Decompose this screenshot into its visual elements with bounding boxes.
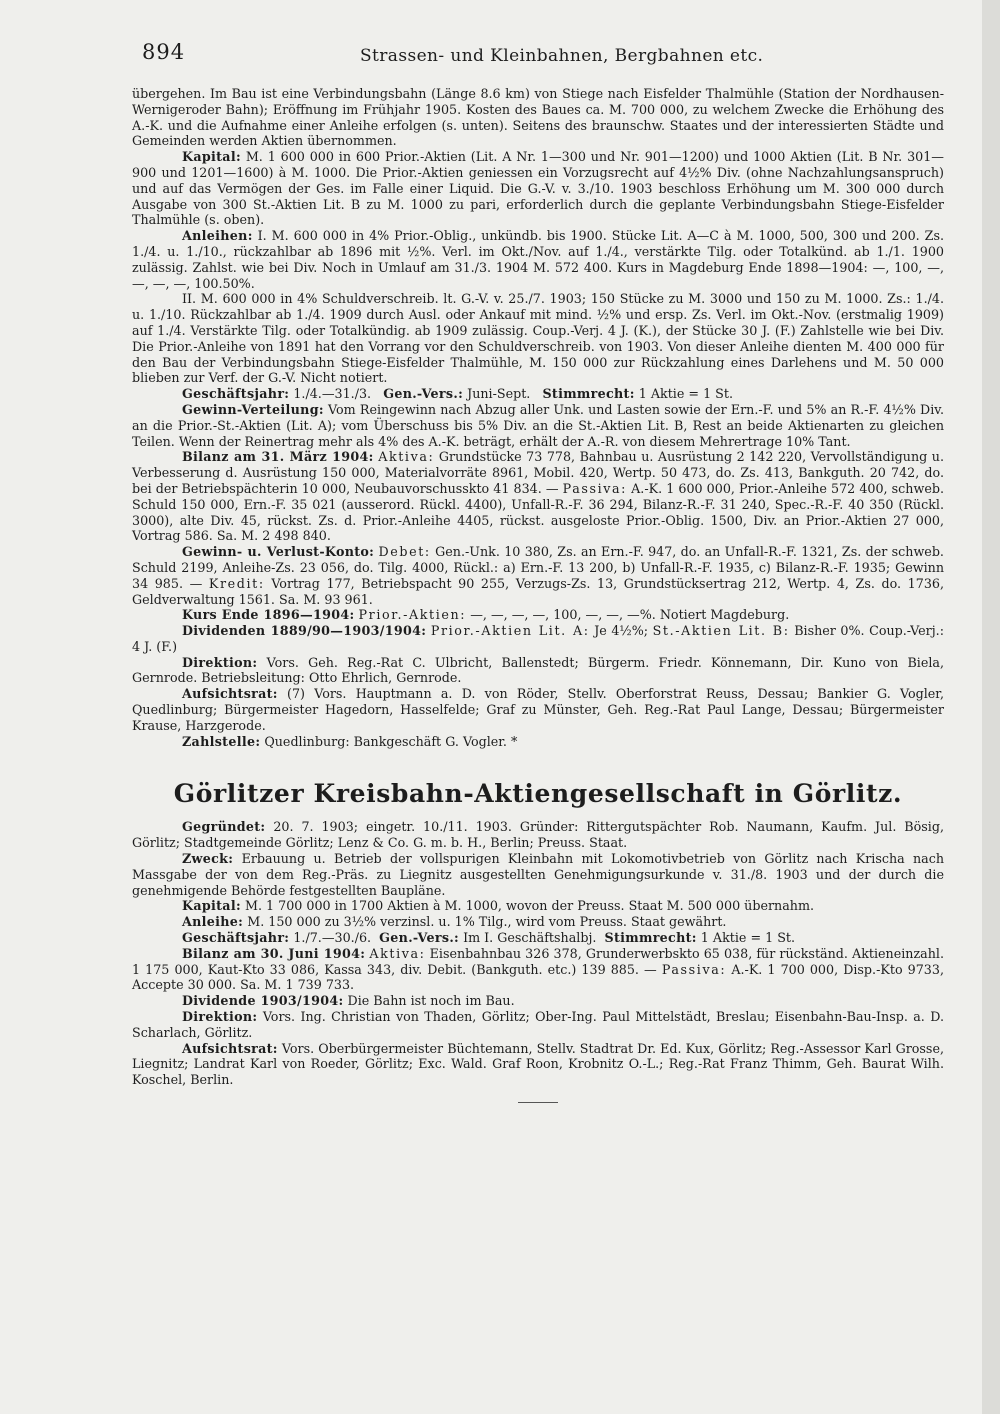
bilanz-entry-2	[132, 946, 944, 993]
geschaeftsjahr-label: Geschäftsjahr:	[182, 386, 290, 402]
end-rule	[518, 1102, 558, 1103]
aufsichtsrat-text-2: Vors. Oberbürgermeister Büchtemann, Stellv. Stadtrat Dr. Ed. Kux, Görlitz; Reg.-Assessor Karl Grosse, Liegnitz; Landrat Karl von Roeder, Görlitz; Exc. Wald. Graf Roon, Krobnitz O.-L.; Reg.-Rat Franz Thimm, Geh. Baurat Wilh. Koschel, Berlin.	[132, 1040, 944, 1088]
company-title: Görlitzer Kreisbahn-Aktiengesellschaft in Görlitz.	[173, 779, 903, 809]
kredit-word: Kredit:	[208, 575, 265, 591]
aktiva-word-2: Aktiva:	[369, 945, 426, 961]
running-header: Strassen- und Kleinbahnen, Bergbahnen etc.	[360, 46, 764, 66]
geschaeftsjahr-text-2: 1./7.—30./6.	[293, 930, 372, 946]
bilanz-aktiva-text-2: Eisenbahnbau 326 378, Grunderwerbskto 65 038, für rückständ. Aktieneinzahl. 1 175 000, Kaut-Kto 33 086, Kassa 343, div. Debit. (Bankguth. etc.) 139 885. —	[132, 945, 944, 977]
page-number: 894	[142, 40, 186, 64]
kapital-entry	[132, 149, 944, 228]
geschaeftsjahr-entry	[132, 386, 944, 402]
geschaeftsjahr-text: 1./4.—31./3.	[293, 386, 372, 402]
kurs-entry	[132, 607, 944, 623]
dividenden-entry	[132, 623, 944, 655]
gewinn-verteilung-entry	[132, 402, 944, 449]
dividende-label-2: Dividende 1903/1904:	[182, 993, 344, 1009]
zweck-entry	[132, 851, 944, 898]
guv-label: Gewinn- u. Verlust-Konto:	[182, 544, 375, 560]
bilanz-label-2: Bilanz am 30. Juni 1904:	[182, 945, 366, 961]
anleihen-second-entry: II. M. 600 000 in 4% Schuldverschreib. lt. G.-V. v. 25./7. 1903; 150 Stücke zu M. 3000 und 150 zu M. 1000. Zs.: 1./4. u. 1./10. Rückzahlbar ab 1./4. 1909 durch Ausl. oder Ankauf mit mind. ½% und ersp. Zs. Verl. im Okt.-Nov. (erstmalig 1909) auf 1./4. Verstärkte Tilg. oder Totalkündig. ab 1909 zulässig. Coup.-Verj. 4 J. (K.), der Stücke 30 J. (F.) Zahlstelle wie bei Div. Die Prior.-Anleihe von 1891 hat den Vorrang vor den Schuldverschreib. von 1903. Von dieser Anleihe dienten M. 400 000 für den Bau der Verbindungsbahn Stiege-Eisfelder Thalmühle, M. 150 000 zur Rückzahlung eines Darlehens und M. 50 000 blieben zur Verf. der G.-V. Nicht notiert.	[132, 291, 944, 386]
dividende-entry-2	[132, 993, 944, 1009]
dividende-text-2: Die Bahn ist noch im Bau.	[347, 993, 515, 1009]
guv-debet-text: Gen.-Unk. 10 380, Zs. an Ern.-F. 947, do. an Unfall-R.-F. 1321, Zs. der schweb. Schuld 2199, Anleihe-Zs. 23 056, do. Tilg. 4000, Rückl.: a) Ern.-F. 13 200, b) Unfall-R.-F. 1935, c) Bilanz-R.-F. 1935; Gewinn 34 985. —	[132, 544, 944, 591]
gegruendet-label: Gegründet:	[182, 819, 266, 835]
gen-vers-text: Juni-Sept.	[467, 386, 531, 402]
direktion-entry-2	[132, 1009, 944, 1041]
kapital-label-2: Kapital:	[182, 898, 241, 914]
kapital-text: M. 1 600 000 in 600 Prior.-Aktien (Lit. A Nr. 1—300 und Nr. 901—1200) und 1000 Aktien (Lit. B Nr. 301—900 und 1201—1600) à M. 1000. Die Prior.-Aktien geniessen ein Vorzugsrecht auf 4½% Div. (ohne Nachzahlungsanspruch) und auf das Vermögen der Ges. im Falle einer Liquid. Die G.-V. v. 3./10. 1903 beschloss Erhöhung um M. 300 000 durch Ausgabe von 300 St.-Aktien Lit. B zu M. 1000 zu pari, erforderlich durch die geplante Verbindungsbahn Stiege-Eisfelder Thalmühle (s. oben).	[132, 149, 944, 228]
aufsichtsrat-text: (7) Vors. Hauptmann a. D. von Röder, Stellv. Oberforstrat Reuss, Dessau; Bankier G. Vogler, Quedlinburg; Bürgermeister Hagedorn, Hasselfelde; Graf zu Münster, Geh. Reg.-Rat Paul Lange, Dessau; Bürgermeister Krause, Harzgerode.	[132, 686, 944, 733]
zweck-text: Erbauung u. Betrieb der vollspurigen Kleinbahn mit Lokomotivbetrieb von Görlitz nach Krischa nach Massgabe der von dem Reg.-Präs. zu Liegnitz ausgestellten Genehmigungsurkunde v. 31./8. 1903 und der durch die genehmigende Behörde festgestellten Baupläne.	[132, 851, 944, 898]
aufsichtsrat-entry	[132, 686, 944, 733]
anleihen-label: Anleihen:	[182, 228, 253, 244]
direktion-entry	[132, 655, 944, 687]
dividenden-prior-word: Prior.-Aktien Lit. A:	[430, 623, 590, 639]
dividenden-prior-text: Je 4½%;	[594, 623, 649, 639]
gewinn-verteilung-text: Vom Reingewinn nach Abzug aller Unk. und Lasten sowie der Ern.-F. und 5% an R.-F. 4½% Div. an die Prior.-St.-Aktien (Lit. A); vom Überschuss bis 5% Div. an die St.-Aktien Lit. B, Rest an beide Aktienarten zu gleichen Teilen. Wenn der Reinertrag mehr als 4% des A.-K. beträgt, erhält der A.-R. von diesem Mehrertrage 10% Tant.	[132, 401, 944, 449]
aktiva-word: Aktiva:	[378, 449, 435, 465]
kapital-entry-2	[132, 898, 944, 914]
gegruendet-text: 20. 7. 1903; eingetr. 10./11. 1903. Gründer: Rittergutspächter Rob. Naumann, Kaufm. Jul. Bösig, Görlitz; Stadtgemeinde Görlitz; Lenz & Co. G. m. b. H., Berlin; Preuss. Staat.	[132, 819, 944, 851]
anleihen-entry	[132, 228, 944, 291]
passiva-word: Passiva:	[562, 480, 628, 496]
aufsichtsrat-entry-2	[132, 1041, 944, 1088]
kurs-label: Kurs Ende 1896—1904:	[182, 607, 355, 623]
stimmrecht-label: Stimmrecht:	[542, 386, 635, 402]
direktion-label-2: Direktion:	[182, 1009, 258, 1025]
bilanz-passiva-text: A.-K. 1 600 000, Prior.-Anleihe 572 400, schweb. Schuld 150 000, Ern.-F. 35 021 (ausserord. Rückl. 4400), Unfall-R.-F. 36 294, Bilanz-R.-F. 31 240, Spec.-R.-F. 40 350 (Rückl. 3000), alte Div. 45, rückst. Zs. d. Prior.-Anleihe 4405, rückst. ausgeloste Prior.-Oblig. 1500, Div. an Prior.-Aktien 27 000, Vortrag 586. Sa. M. 2 498 840.	[132, 480, 944, 544]
geschaeftsjahr-label-2: Geschäftsjahr:	[182, 930, 290, 946]
kurs-text: —, —, —, —, 100, —, —, —%. Notiert Magdeburg.	[470, 607, 790, 623]
anleihe-label-2: Anleihe:	[182, 914, 244, 930]
zahlstelle-entry	[132, 734, 944, 750]
anleihe-text-2: M. 150 000 zu 3½% verzinsl. u. 1% Tilg., wird vom Preuss. Staat gewährt.	[247, 914, 727, 930]
guv-kredit-text: Vortrag 177, Betriebspacht 90 255, Verzugs-Zs. 13, Grundstücksertrag 212, Wertp. 4, Zs. do. 1736, Geldverwaltung 1561. Sa. M. 93 961.	[132, 575, 944, 607]
bilanz-label: Bilanz am 31. März 1904:	[182, 449, 374, 465]
page-body	[132, 86, 944, 1103]
kurs-prior-word: Prior.-Aktien:	[358, 607, 467, 623]
gen-vers-label: Gen.-Vers.:	[383, 386, 464, 402]
stimmrecht-label-2: Stimmrecht:	[604, 930, 697, 946]
kapital-text-2: M. 1 700 000 in 1700 Aktien à M. 1000, wovon der Preuss. Staat M. 500 000 übernahm.	[244, 898, 815, 914]
direktion-text-2: Vors. Ing. Christian von Thaden, Görlitz; Ober-Ing. Paul Mittelstädt, Breslau; Eisenbahn-Bau-Insp. a. D. Scharlach, Görlitz.	[132, 1009, 944, 1040]
anleihen-text: I. M. 600 000 in 4% Prior.-Oblig., unkündb. bis 1900. Stücke Lit. A—C à M. 1000, 500, 300 und 200. Zs. 1./4. u. 1./10., rückzahlbar ab 1896 mit ½%. Verl. im Okt./Nov. auf 1./4., verstärkte Tilg. oder Totalkünd. ab 1./1. 1900 zulässig. Zahlst. wie bei Div. Noch in Umlauf am 31./3. 1904 M. 572 400. Kurs in Magdeburg Ende 1898—1904: —, 100, —, —, —, —, 100.50%.	[132, 228, 944, 291]
dividenden-st-word: St.-Aktien Lit. B:	[652, 623, 790, 639]
aufsichtsrat-label: Aufsichtsrat:	[182, 686, 278, 702]
geschaeftsjahr-entry-2	[132, 930, 944, 946]
dividenden-label: Dividenden 1889/90—1903/1904:	[182, 623, 427, 639]
dividenden-st-text: Bisher 0%. Coup.-Verj.: 4 J. (F.)	[132, 623, 944, 654]
gen-vers-text-2: Im I. Geschäftshalbj.	[463, 930, 597, 946]
zahlstelle-label: Zahlstelle:	[182, 733, 261, 749]
gen-vers-label-2: Gen.-Vers.:	[379, 930, 460, 946]
bilanz-passiva-text-2: A.-K. 1 700 000, Disp.-Kto 9733, Accepte 30 000. Sa. M. 1 739 733.	[132, 961, 944, 993]
aufsichtsrat-label-2: Aufsichtsrat:	[182, 1040, 278, 1056]
guv-entry	[132, 544, 944, 607]
kapital-label: Kapital:	[182, 149, 241, 165]
zahlstelle-text: Quedlinburg: Bankgeschäft G. Vogler. *	[264, 733, 518, 749]
anleihe-entry-2	[132, 914, 944, 930]
debet-word: Debet:	[378, 544, 431, 560]
gegruendet-entry	[132, 819, 944, 851]
direktion-label: Direktion:	[182, 654, 258, 670]
direktion-text: Vors. Geh. Reg.-Rat C. Ulbricht, Ballenstedt; Bürgerm. Friedr. Könnemann, Dir. Kuno von Biela, Gernrode. Betriebsleitung: Otto Ehrlich, Gernrode.	[132, 654, 944, 686]
stimmrecht-text: 1 Aktie = 1 St.	[638, 386, 733, 402]
intro-paragraph: übergehen. Im Bau ist eine Verbindungsbahn (Länge 8.6 km) von Stiege nach Eisfelder Thalmühle (Station der Nordhausen-Wernigeroder Bahn); Eröffnung im Frühjahr 1905. Kosten des Baues ca. M. 700 000, zu welchem Zwecke die Erhöhung des A.-K. und die Aufnahme einer Anleihe erfolgen (s. unten). Seitens des braunschw. Staates und der interessierten Städte und Gemeinden werden Aktien übernommen.	[132, 86, 944, 149]
bilanz-entry	[132, 449, 944, 544]
stimmrecht-text-2: 1 Aktie = 1 St.	[700, 930, 796, 946]
page-header	[0, 40, 1000, 74]
bilanz-aktiva-text: Grundstücke 73 778, Bahnbau u. Ausrüstung 2 142 220, Vervollständigung u. Verbesserung d. Ausrüstung 150 000, Materialvorräte 8961, Mobil. 420, Wertp. 50 473, do. Zs. 413, Bankguth. 20 742, do. bei der Betriebspächterin 10 000, Neubauvorschusskto 41 834. —	[132, 449, 944, 496]
zweck-label: Zweck:	[182, 851, 234, 867]
gewinn-verteilung-label: Gewinn-Verteilung:	[182, 401, 324, 417]
passiva-word-2: Passiva:	[661, 961, 727, 977]
